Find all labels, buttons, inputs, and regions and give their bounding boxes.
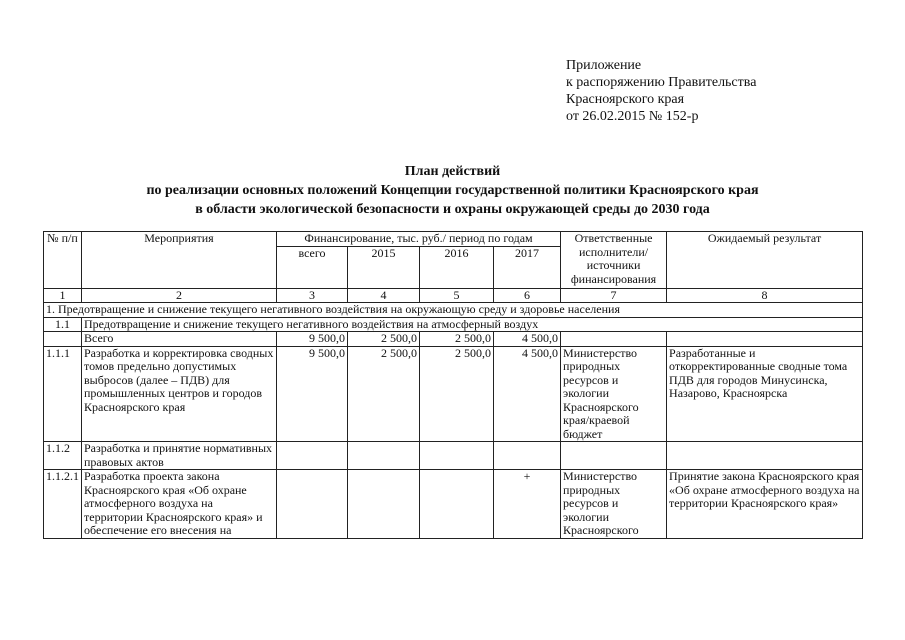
title-line: План действий: [404, 164, 501, 179]
row-2017: 4 500,0: [494, 346, 561, 442]
total-responsible-cell: [561, 332, 667, 347]
row-2016: 2 500,0: [420, 346, 494, 442]
section-row: [44, 303, 863, 318]
row-2016: [420, 442, 494, 470]
total-num-cell: [44, 332, 82, 347]
header-result: Ожидаемый результат: [667, 232, 863, 289]
header-row: [44, 232, 863, 247]
row-responsible: Министерство природных ресурсов и экологии Красноярского: [561, 470, 667, 539]
row-num: 1.1.2: [44, 442, 82, 470]
row-2017: [494, 442, 561, 470]
row-result: Принятие закона Красноярского края «Об охране атмосферного воздуха на территории Красноярского края»: [667, 470, 863, 539]
column-number: 3: [277, 288, 348, 303]
total-2015: 2 500,0: [348, 332, 420, 347]
subsection-title: Предотвращение и снижение текущего негативного воздействия на атмосферный воздух: [82, 317, 863, 332]
total-result-cell: [667, 332, 863, 347]
column-number: 1: [44, 288, 82, 303]
header-responsible: Ответственные исполнители/ источники финансирования: [561, 232, 667, 289]
total-sum: 9 500,0: [277, 332, 348, 347]
row-responsible: [561, 442, 667, 470]
action-plan-table: [43, 231, 863, 539]
total-label: Всего: [82, 332, 277, 347]
title-line: в области экологической безопасности и охраны окружающей среды до 2030 года: [195, 202, 710, 217]
header-2015: 2015: [348, 246, 420, 288]
table-row: [44, 346, 863, 442]
row-num: 1.1.2.1: [44, 470, 82, 539]
row-2016: [420, 470, 494, 539]
row-responsible: Министерство природных ресурсов и экологии Красноярского края/краевой бюджет: [561, 346, 667, 442]
title-line: по реализации основных положений Концепции государственной политики Красноярского края: [146, 183, 759, 198]
row-2017: +: [494, 470, 561, 539]
section-1-title: 1. Предотвращение и снижение текущего негативного воздействия на окружающую среду и здоровье населения: [44, 303, 863, 318]
appendix-line: к распоряжению Правительства: [566, 75, 757, 90]
document-title: [0, 162, 905, 219]
header-2017: 2017: [494, 246, 561, 288]
row-measure: Разработка и корректировка сводных томов предельно допустимых выбросов (далее – ПДВ) для промышленных центров и городов Красноярского края: [82, 346, 277, 442]
column-number: 2: [82, 288, 277, 303]
row-num: 1.1.1: [44, 346, 82, 442]
row-2015: 2 500,0: [348, 346, 420, 442]
appendix-line: Красноярского края: [566, 92, 685, 107]
column-number: 6: [494, 288, 561, 303]
table-row: [44, 442, 863, 470]
column-number: 8: [667, 288, 863, 303]
header-measures: Мероприятия: [82, 232, 277, 289]
total-2017: 4 500,0: [494, 332, 561, 347]
total-2016: 2 500,0: [420, 332, 494, 347]
appendix-line: от 26.02.2015 № 152-р: [566, 109, 699, 124]
column-number: 4: [348, 288, 420, 303]
header-financing: Финансирование, тыс. руб./ период по годам: [277, 232, 561, 247]
subsection-row: [44, 317, 863, 332]
appendix-block: [566, 57, 756, 125]
appendix-line: Приложение: [566, 58, 642, 73]
column-number: 5: [420, 288, 494, 303]
row-measure: Разработка проекта закона Красноярского края «Об охране атмосферного воздуха на территории Красноярского края» и обеспечение его внесения на: [82, 470, 277, 539]
table-row: [44, 470, 863, 539]
row-total: 9 500,0: [277, 346, 348, 442]
column-number: 7: [561, 288, 667, 303]
row-2015: [348, 442, 420, 470]
row-result: [667, 442, 863, 470]
row-measure: Разработка и принятие нормативных правовых актов: [82, 442, 277, 470]
row-total: [277, 470, 348, 539]
total-row: [44, 332, 863, 347]
row-result: Разработанные и откорректированные сводные тома ПДВ для городов Минусинска, Назарово, Красноярска: [667, 346, 863, 442]
column-number-row: [44, 288, 863, 303]
header-num: № п/п: [44, 232, 82, 289]
subsection-num: 1.1: [44, 317, 82, 332]
row-2015: [348, 470, 420, 539]
header-2016: 2016: [420, 246, 494, 288]
header-total: всего: [277, 246, 348, 288]
row-total: [277, 442, 348, 470]
